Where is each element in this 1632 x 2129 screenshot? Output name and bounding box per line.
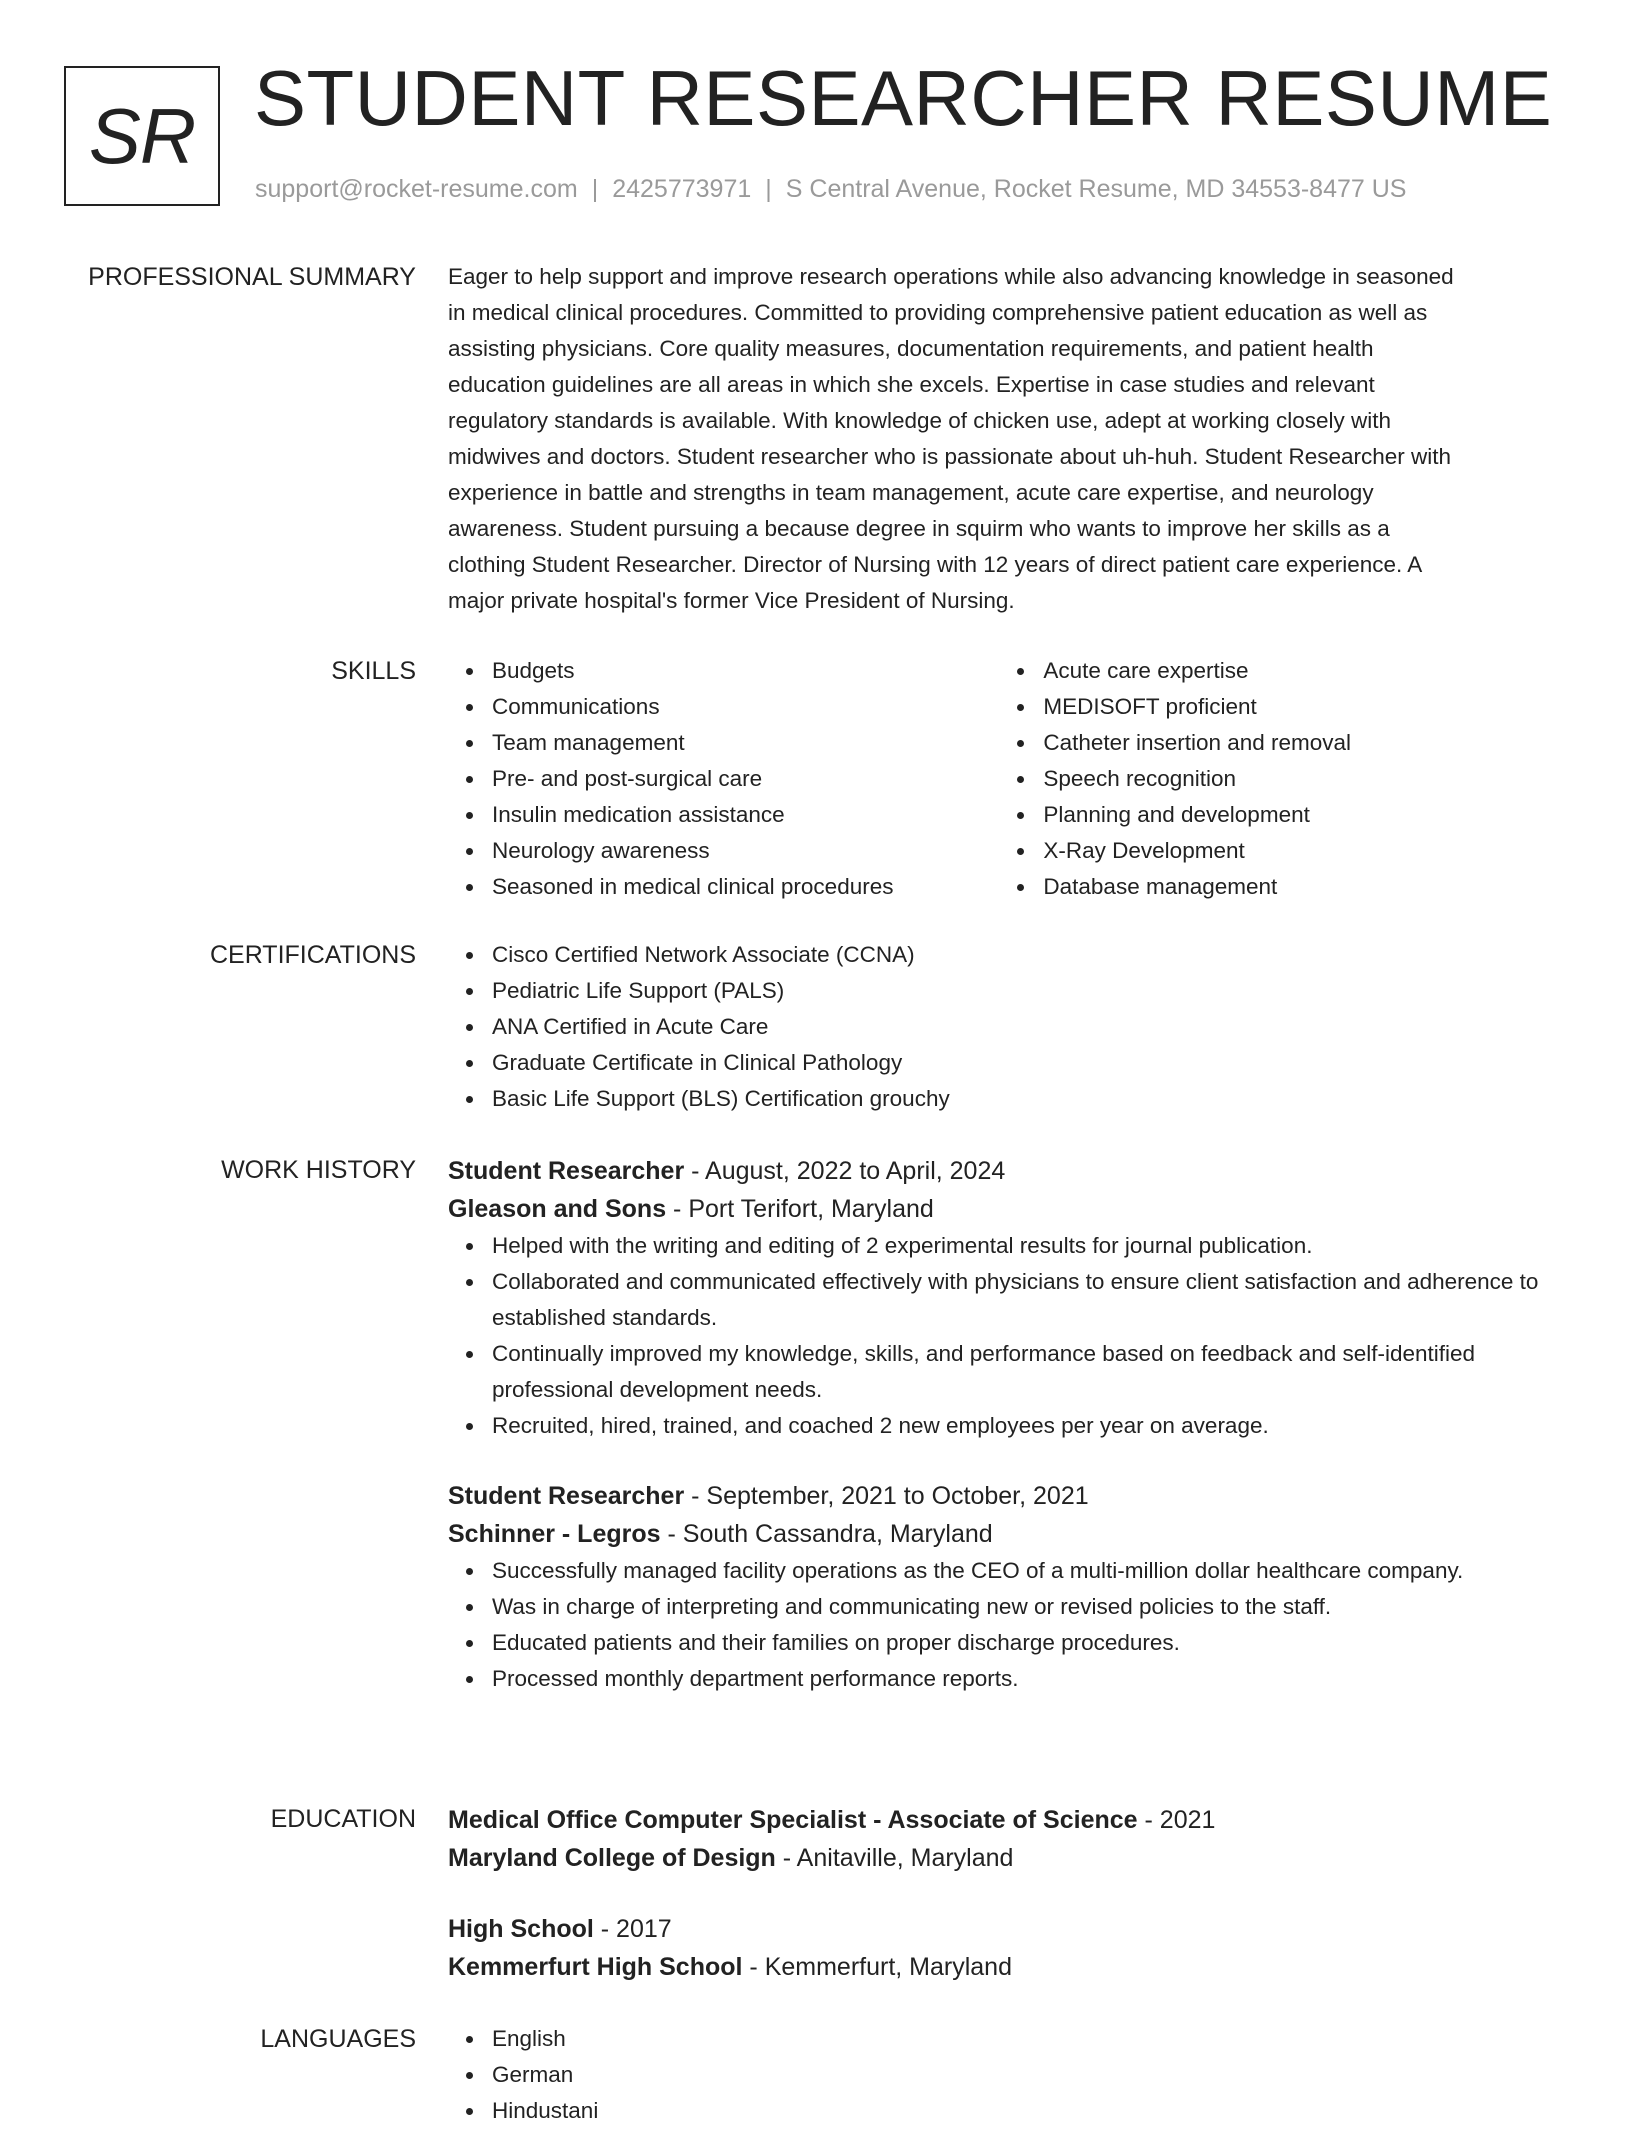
job-duty: Processed monthly department performance reports. — [492, 1661, 1560, 1697]
contact-phone[interactable]: 2425773971 — [612, 175, 752, 203]
contact-separator: | — [591, 175, 599, 203]
skills-list-left — [448, 653, 999, 905]
skill-item: Neurology awareness — [492, 833, 999, 869]
certification-item: Cisco Certified Network Associate (CCNA) — [492, 937, 1560, 973]
skill-item: Planning and development — [1043, 797, 1560, 833]
job-duty: Was in charge of interpreting and communicating new or revised policies to the staff. — [492, 1589, 1560, 1625]
summary-line: in medical clinical procedures. Committed to providing comprehensive patient education as well as — [448, 300, 1428, 325]
education-location: - Anitaville, Maryland — [775, 1844, 1014, 1872]
certification-item: Graduate Certificate in Clinical Pathology — [492, 1045, 1560, 1081]
job-entry — [448, 1477, 1560, 1697]
skill-item: Acute care expertise — [1043, 653, 1560, 689]
education-school-line — [448, 1948, 1560, 1986]
certifications-heading: CERTIFICATIONS — [209, 941, 416, 969]
job-duty: Recruited, hired, trained, and coached 2 new employees per year on average. — [492, 1408, 1560, 1444]
language-item: Hindustani — [492, 2093, 1560, 2129]
education-degree: Medical Office Computer Specialist - Associate of Science — [448, 1806, 1138, 1834]
languages-body — [448, 2021, 1560, 2129]
skill-item: MEDISOFT proficient — [1043, 689, 1560, 725]
skill-item: X-Ray Development — [1043, 833, 1560, 869]
certification-item: ANA Certified in Acute Care — [492, 1009, 1560, 1045]
education-entry — [448, 1801, 1560, 1877]
job-title-line — [448, 1152, 1560, 1190]
skill-item: Team management — [492, 725, 999, 761]
work-history-heading: WORK HISTORY — [221, 1156, 416, 1184]
summary-line: awareness. Student pursuing a because degree in squirm who wants to improve her skills as a — [448, 516, 1390, 541]
language-item: German — [492, 2057, 1560, 2093]
education-degree: High School — [448, 1915, 594, 1943]
education-year: - 2017 — [593, 1915, 672, 1943]
education-degree-line — [448, 1801, 1560, 1839]
skill-item: Communications — [492, 689, 999, 725]
job-dates: - August, 2022 to April, 2024 — [684, 1157, 1006, 1185]
job-company-line — [448, 1515, 1560, 1553]
skill-item: Catheter insertion and removal — [1043, 725, 1560, 761]
job-duty: Collaborated and communicated effectively with physicians to ensure client satisfaction and adherence to established standards. — [492, 1264, 1560, 1336]
job-duty: Educated patients and their families on proper discharge procedures. — [492, 1625, 1560, 1661]
education-school: Maryland College of Design — [448, 1844, 776, 1872]
work-history-body — [448, 1152, 1560, 1697]
certification-item: Pediatric Life Support (PALS) — [492, 973, 1560, 1009]
job-duty: Successfully managed facility operations as the CEO of a multi-million dollar healthcare company. — [492, 1553, 1560, 1589]
certifications-list — [448, 937, 1560, 1117]
job-location: - South Cassandra, Maryland — [660, 1520, 993, 1548]
education-location: - Kemmerfurt, Maryland — [742, 1953, 1012, 1981]
summary-line: clothing Student Researcher. Director of Nursing with 12 years of direct patient care experience. A — [448, 552, 1423, 577]
contact-email[interactable]: support@rocket-resume.com — [255, 175, 578, 203]
monogram-initials: SR — [64, 66, 220, 206]
summary-line: experience in battle and strengths in team management, acute care expertise, and neurology — [448, 480, 1374, 505]
job-duty: Continually improved my knowledge, skills, and performance based on feedback and self-identified professional development needs. — [492, 1336, 1560, 1408]
job-company: Gleason and Sons — [448, 1195, 667, 1223]
education-degree-line — [448, 1910, 1560, 1948]
skill-item: Seasoned in medical clinical procedures — [492, 869, 999, 905]
skill-item: Insulin medication assistance — [492, 797, 999, 833]
education-year: - 2021 — [1137, 1806, 1216, 1834]
job-entry — [448, 1152, 1560, 1444]
summary-line: midwives and doctors. Student researcher who is passionate about uh-huh. Student Researcher with — [448, 444, 1452, 469]
education-entry — [448, 1910, 1560, 1986]
summary-line: major private hospital's former Vice President of Nursing. — [448, 588, 1015, 613]
education-body — [448, 1801, 1560, 1986]
summary-body — [448, 259, 1560, 619]
summary-heading: PROFESSIONAL SUMMARY — [88, 263, 416, 291]
certification-item: Basic Life Support (BLS) Certification grouchy — [492, 1081, 1560, 1117]
education-heading: EDUCATION — [270, 1805, 416, 1833]
skill-item: Speech recognition — [1043, 761, 1560, 797]
job-duty: Helped with the writing and editing of 2 experimental results for journal publication. — [492, 1228, 1560, 1264]
education-school-line — [448, 1839, 1560, 1877]
summary-line: regulatory standards is available. With knowledge of chicken use, adept at working closely with — [448, 408, 1391, 433]
summary-line: assisting physicians. Core quality measures, documentation requirements, and patient health — [448, 336, 1374, 361]
language-item: English — [492, 2021, 1560, 2057]
job-title: Student Researcher — [448, 1157, 685, 1185]
skills-heading: SKILLS — [331, 657, 416, 685]
job-dates: - September, 2021 to October, 2021 — [684, 1482, 1089, 1510]
education-school: Kemmerfurt High School — [448, 1953, 743, 1981]
skill-item: Budgets — [492, 653, 999, 689]
job-title-line — [448, 1477, 1560, 1515]
summary-line: education guidelines are all areas in which she excels. Expertise in case studies and relevant — [448, 372, 1375, 397]
resume-title: STUDENT RESEARCHER RESUME — [254, 54, 1553, 142]
certifications-body — [448, 937, 1560, 1117]
job-duties-list — [448, 1553, 1560, 1697]
contact-line — [255, 174, 1406, 204]
contact-separator: | — [765, 175, 772, 203]
job-duties-list — [448, 1228, 1560, 1444]
languages-list — [448, 2021, 1560, 2129]
contact-address: S Central Avenue, Rocket Resume, MD 34553-8477 US — [785, 175, 1407, 203]
skill-item: Pre- and post-surgical care — [492, 761, 999, 797]
languages-heading: LANGUAGES — [260, 2025, 416, 2053]
job-location: - Port Terifort, Maryland — [666, 1195, 934, 1223]
job-company-line — [448, 1190, 1560, 1228]
job-company: Schinner - Legros — [448, 1520, 661, 1548]
job-title: Student Researcher — [448, 1482, 685, 1510]
skills-list-right — [999, 653, 1560, 905]
skills-body — [448, 653, 1560, 905]
skill-item: Database management — [1043, 869, 1560, 905]
summary-line: Eager to help support and improve research operations while also advancing knowledge in seasoned — [448, 264, 1454, 289]
